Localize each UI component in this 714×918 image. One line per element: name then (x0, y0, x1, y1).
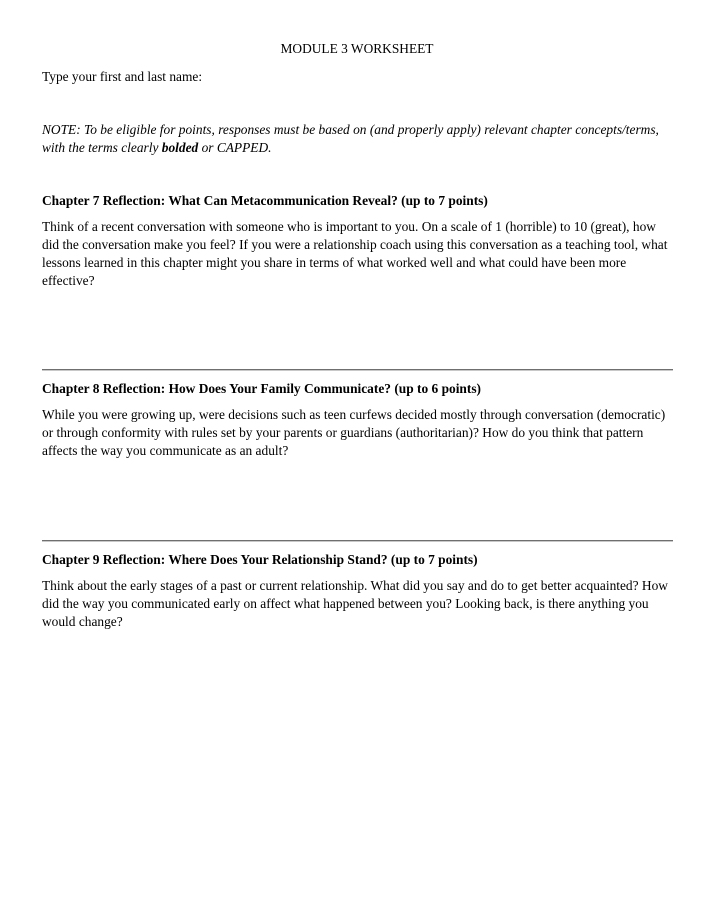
section-heading-chapter-7: Chapter 7 Reflection: What Can Metacommunication Reveal? (up to 7 points) (42, 193, 488, 208)
note-text-after: or CAPPED. (198, 140, 272, 155)
name-prompt[interactable]: Type your first and last name: (42, 69, 203, 84)
section-prompt-chapter-7: Think of a recent conversation with someone who is important to you. On a scale of 1 (horrible) to 10 (great), how did the conversation make you feel? If you were a relationship coach using this conversation as a teaching tool, what lessons learned in this chapter might you share in terms of what worked well and what could have been more effective? (42, 219, 668, 288)
page-title: MODULE 3 WORKSHEET (280, 41, 434, 56)
section-prompt-chapter-9: Think about the early stages of a past or current relationship. What did you say and do to get better acquainted? How did the way you communicated early on affect what happened between you? Looking back, is there anything you would change? (42, 578, 668, 629)
section-heading-chapter-9: Chapter 9 Reflection: Where Does Your Relationship Stand? (up to 7 points) (42, 552, 478, 567)
note-paragraph (42, 121, 672, 157)
section-divider (42, 369, 673, 371)
section-prompt-chapter-8: While you were growing up, were decisions such as teen curfews decided mostly through conversation (democratic) or through conformity with rules set by your parents or guardians (authoritarian)? How do you think that pattern affects the way you communicate as an adult? (42, 407, 666, 458)
section-divider (42, 540, 673, 542)
note-bold-term: bolded (161, 140, 199, 155)
note-text-before: NOTE: To be eligible for points, responses must be based on (and properly apply) relevant chapter concepts/terms, with the terms clearly (42, 122, 659, 155)
section-heading-chapter-8: Chapter 8 Reflection: How Does Your Family Communicate? (up to 6 points) (42, 381, 482, 396)
